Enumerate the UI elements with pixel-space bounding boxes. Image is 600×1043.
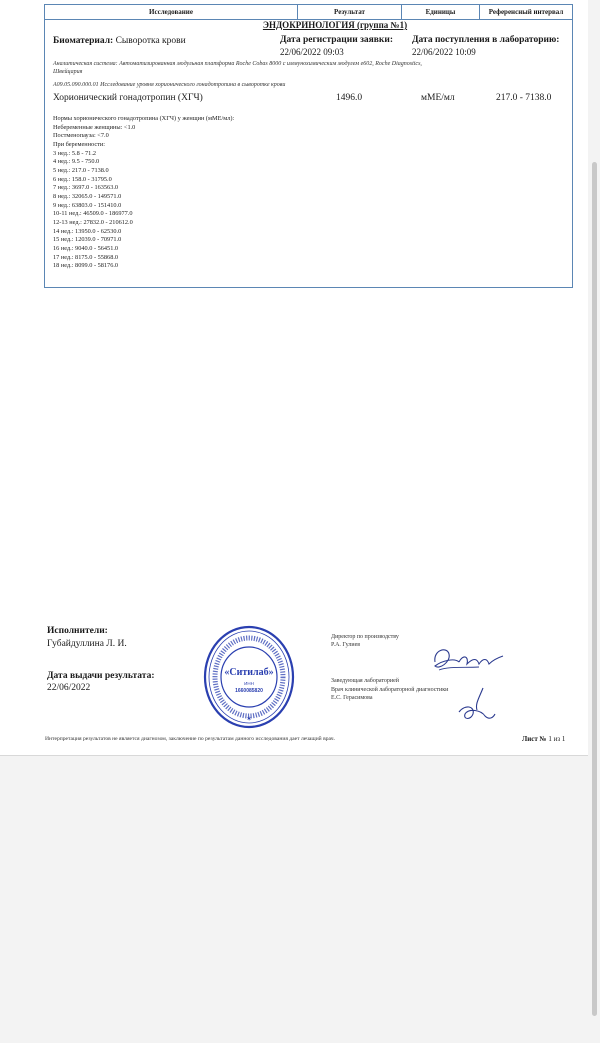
norms-line: 6 нед.: 158.0 - 31795.0 — [53, 175, 112, 183]
stamp-inn: 1660085820 — [235, 688, 263, 694]
biomaterial-value: Сыворотка крови — [115, 36, 186, 46]
test-code-line: A09.05.090.000.01 Исследование уровня хорионического гонадотропина в сыворотке крови — [53, 82, 286, 88]
norms-line: 9 нед.: 63803.0 - 151410.0 — [53, 201, 122, 209]
registration-value: 22/06/2022 09:03 — [280, 47, 344, 57]
executors-name: Губайдуллина Л. И. — [47, 639, 127, 649]
header-units: Единицы — [402, 5, 480, 19]
norms-line: При беременности: — [53, 140, 105, 148]
svg-text:✶: ✶ — [246, 715, 252, 723]
result-value: 1496.0 — [336, 93, 363, 103]
result-units: мМЕ/мл — [421, 93, 455, 103]
sheet-value: 1 из 1 — [548, 735, 566, 743]
director-title: Директор по производству — [331, 634, 399, 640]
issue-date-label: Дата выдачи результата: — [47, 671, 155, 681]
norms-line: Постменопауза: <7.0 — [53, 132, 109, 140]
head-lab-subtitle: Врач клинической лабораторной диагностики — [331, 687, 449, 693]
norms-line: 3 нед.: 5.8 - 71.2 — [53, 149, 97, 157]
norms-line: 12-13 нед.: 27832.0 - 210612.0 — [53, 218, 133, 226]
stamp-brand: «Ситилаб» — [224, 667, 274, 678]
biomaterial — [53, 36, 186, 46]
arrival-value: 22/06/2022 10:09 — [412, 47, 476, 57]
norms-list — [53, 115, 234, 271]
norms-line: 14 нед.: 13950.0 - 62530.0 — [53, 227, 122, 235]
norms-line: 16 нед.: 9040.0 - 56451.0 — [53, 244, 119, 252]
director-signature — [429, 640, 507, 676]
header-test: Исследование — [45, 5, 298, 19]
norms-line: 5 нед.: 217.0 - 7138.0 — [53, 166, 109, 174]
norms-line: 7 нед.: 3697.0 - 163563.0 — [53, 184, 119, 192]
company-stamp — [203, 625, 295, 729]
sheet-number — [522, 735, 565, 743]
header-result: Результат — [298, 5, 402, 19]
analytic-system-line2: Швейцария — [53, 69, 83, 75]
arrival-label: Дата поступления в лабораторию: — [412, 35, 560, 45]
result-reference: 217.0 - 7138.0 — [496, 93, 552, 103]
norms-line: 15 нед.: 12039.0 - 70971.0 — [53, 236, 122, 244]
analytic-system-line1: Аналитическая система: Автоматизированная модульная платформа Roche Cobas 8000 с иммунохимическим модулем e602, Roche Diagnostics, — [53, 61, 422, 67]
head-lab-signature — [455, 684, 497, 726]
section-title: ЭНДОКРИНОЛОГИЯ (группа №1) — [262, 20, 408, 30]
norms-line: Нормы хорионического гонадотропина (ХГЧ) у женщин (мМЕ/мл): — [53, 115, 235, 122]
head-lab-title: Заведующая лабораторией — [331, 678, 399, 684]
header-reference: Референсный интервал — [488, 8, 564, 16]
norms-line: 18 нед.: 8099.0 - 58176.0 — [53, 262, 119, 270]
results-table — [44, 4, 573, 288]
head-lab-name: Е.С. Герасимова — [331, 695, 373, 701]
issue-date-value: 22/06/2022 — [47, 683, 91, 693]
norms-line: 4 нед.: 9.5 - 750.0 — [53, 158, 100, 166]
biomaterial-label: Биоматериал: — [53, 36, 114, 46]
table-header — [45, 5, 572, 20]
norms-line: 10-11 нед.: 46509.0 - 186977.0 — [53, 210, 133, 218]
scrollbar-thumb[interactable] — [592, 162, 597, 1016]
sheet-label: Лист № — [522, 735, 547, 743]
stamp-inn-label: ИНН — [244, 681, 254, 686]
director-name: Р.А. Гулиев — [331, 642, 361, 648]
registration-label: Дата регистрации заявки: — [280, 35, 394, 45]
executors-label: Исполнители: — [47, 626, 108, 636]
norms-line: Небеременные женщины: <1.0 — [53, 123, 136, 131]
result-name: Хорионический гонадотропин (ХГЧ) — [53, 93, 203, 103]
norms-line: 8 нед.: 32065.0 - 149571.0 — [53, 192, 122, 200]
norms-line: 17 нед.: 8175.0 - 55868.0 — [53, 253, 119, 261]
footer-disclaimer: Интерпретация результатов не является диагнозом, заключение по результатам данного исследования дает лечащий врач. — [45, 736, 335, 742]
